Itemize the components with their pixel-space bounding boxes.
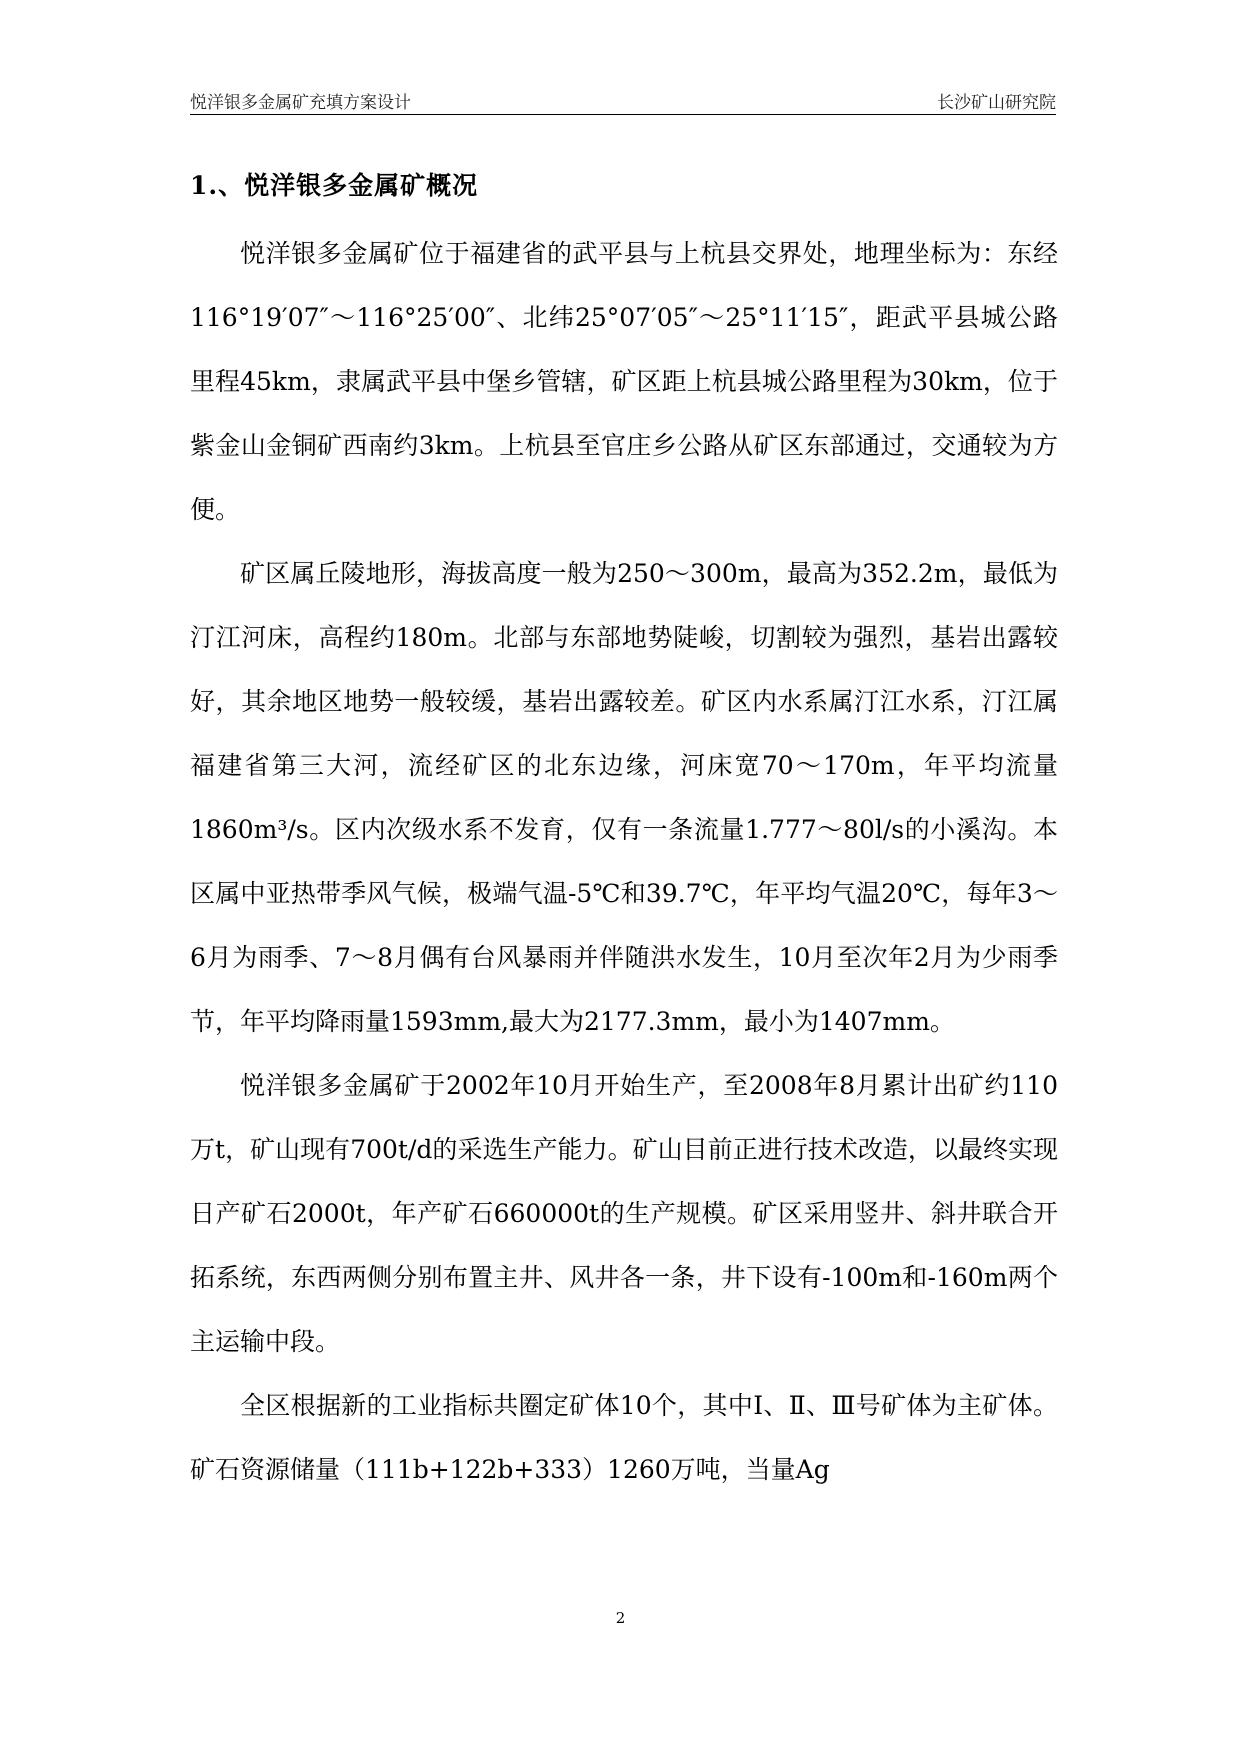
paragraph-location: 悦洋银多金属矿位于福建省的武平县与上杭县交界处，地理坐标为：东经116°19′07″～116°25′00″、北纬25°07′05″～25°11′15″，距武平县城公路里程45km，隶属武平县中堡乡管辖，矿区距上杭县城公路里程为30km，位于紫金山金铜矿西南约3km。上杭县至官庄乡公路从矿区东部通过，交通较为方便。	[190, 239, 1058, 524]
paragraph-production: 悦洋银多金属矿于2002年10月开始生产，至2008年8月累计出矿约110万t，矿山现有700t/d的采选生产能力。矿山目前正进行技术改造，以最终实现日产矿石2000t，年产矿石660000t的生产规模。矿区采用竖井、斜井联合开拓系统，东西两侧分别布置主井、风井各一条，井下设有-100m和-160m两个主运输中段。	[190, 1071, 1058, 1356]
header-document-title: 悦洋银多金属矿充填方案设计	[190, 93, 411, 113]
section-heading: 1.、悦洋银多金属矿概况	[190, 171, 479, 200]
page-header	[190, 84, 1056, 115]
paragraph-terrain-climate: 矿区属丘陵地形，海拔高度一般为250～300m，最高为352.2m，最低为汀江河床，高程约180m。北部与东部地势陡峻，切割较为强烈，基岩出露较好，其余地区地势一般较缓，基岩出露较差。矿区内水系属汀江水系，汀江属福建省第三大河，流经矿区的北东边缘，河床宽70～170m，年平均流量1860m³/s。区内次级水系不发育，仅有一条流量1.777～80l/s的小溪沟。本区属中亚热带季风气候，极端气温-5℃和39.7℃，年平均气温20℃，每年3～6月为雨季、7～8月偶有台风暴雨并伴随洪水发生，10月至次年2月为少雨季节，年平均降雨量1593mm,最大为2177.3mm，最小为1407mm。	[190, 559, 1058, 1036]
paragraph-ore-bodies: 全区根据新的工业指标共圈定矿体10个，其中Ⅰ、Ⅱ、Ⅲ号矿体为主矿体。矿石资源储量（111b+122b+333）1260万吨，当量Ag	[190, 1391, 1058, 1484]
page-number: 2	[615, 1609, 626, 1627]
header-institute-name: 长沙矿山研究院	[937, 93, 1056, 113]
body-text	[190, 222, 1058, 1502]
